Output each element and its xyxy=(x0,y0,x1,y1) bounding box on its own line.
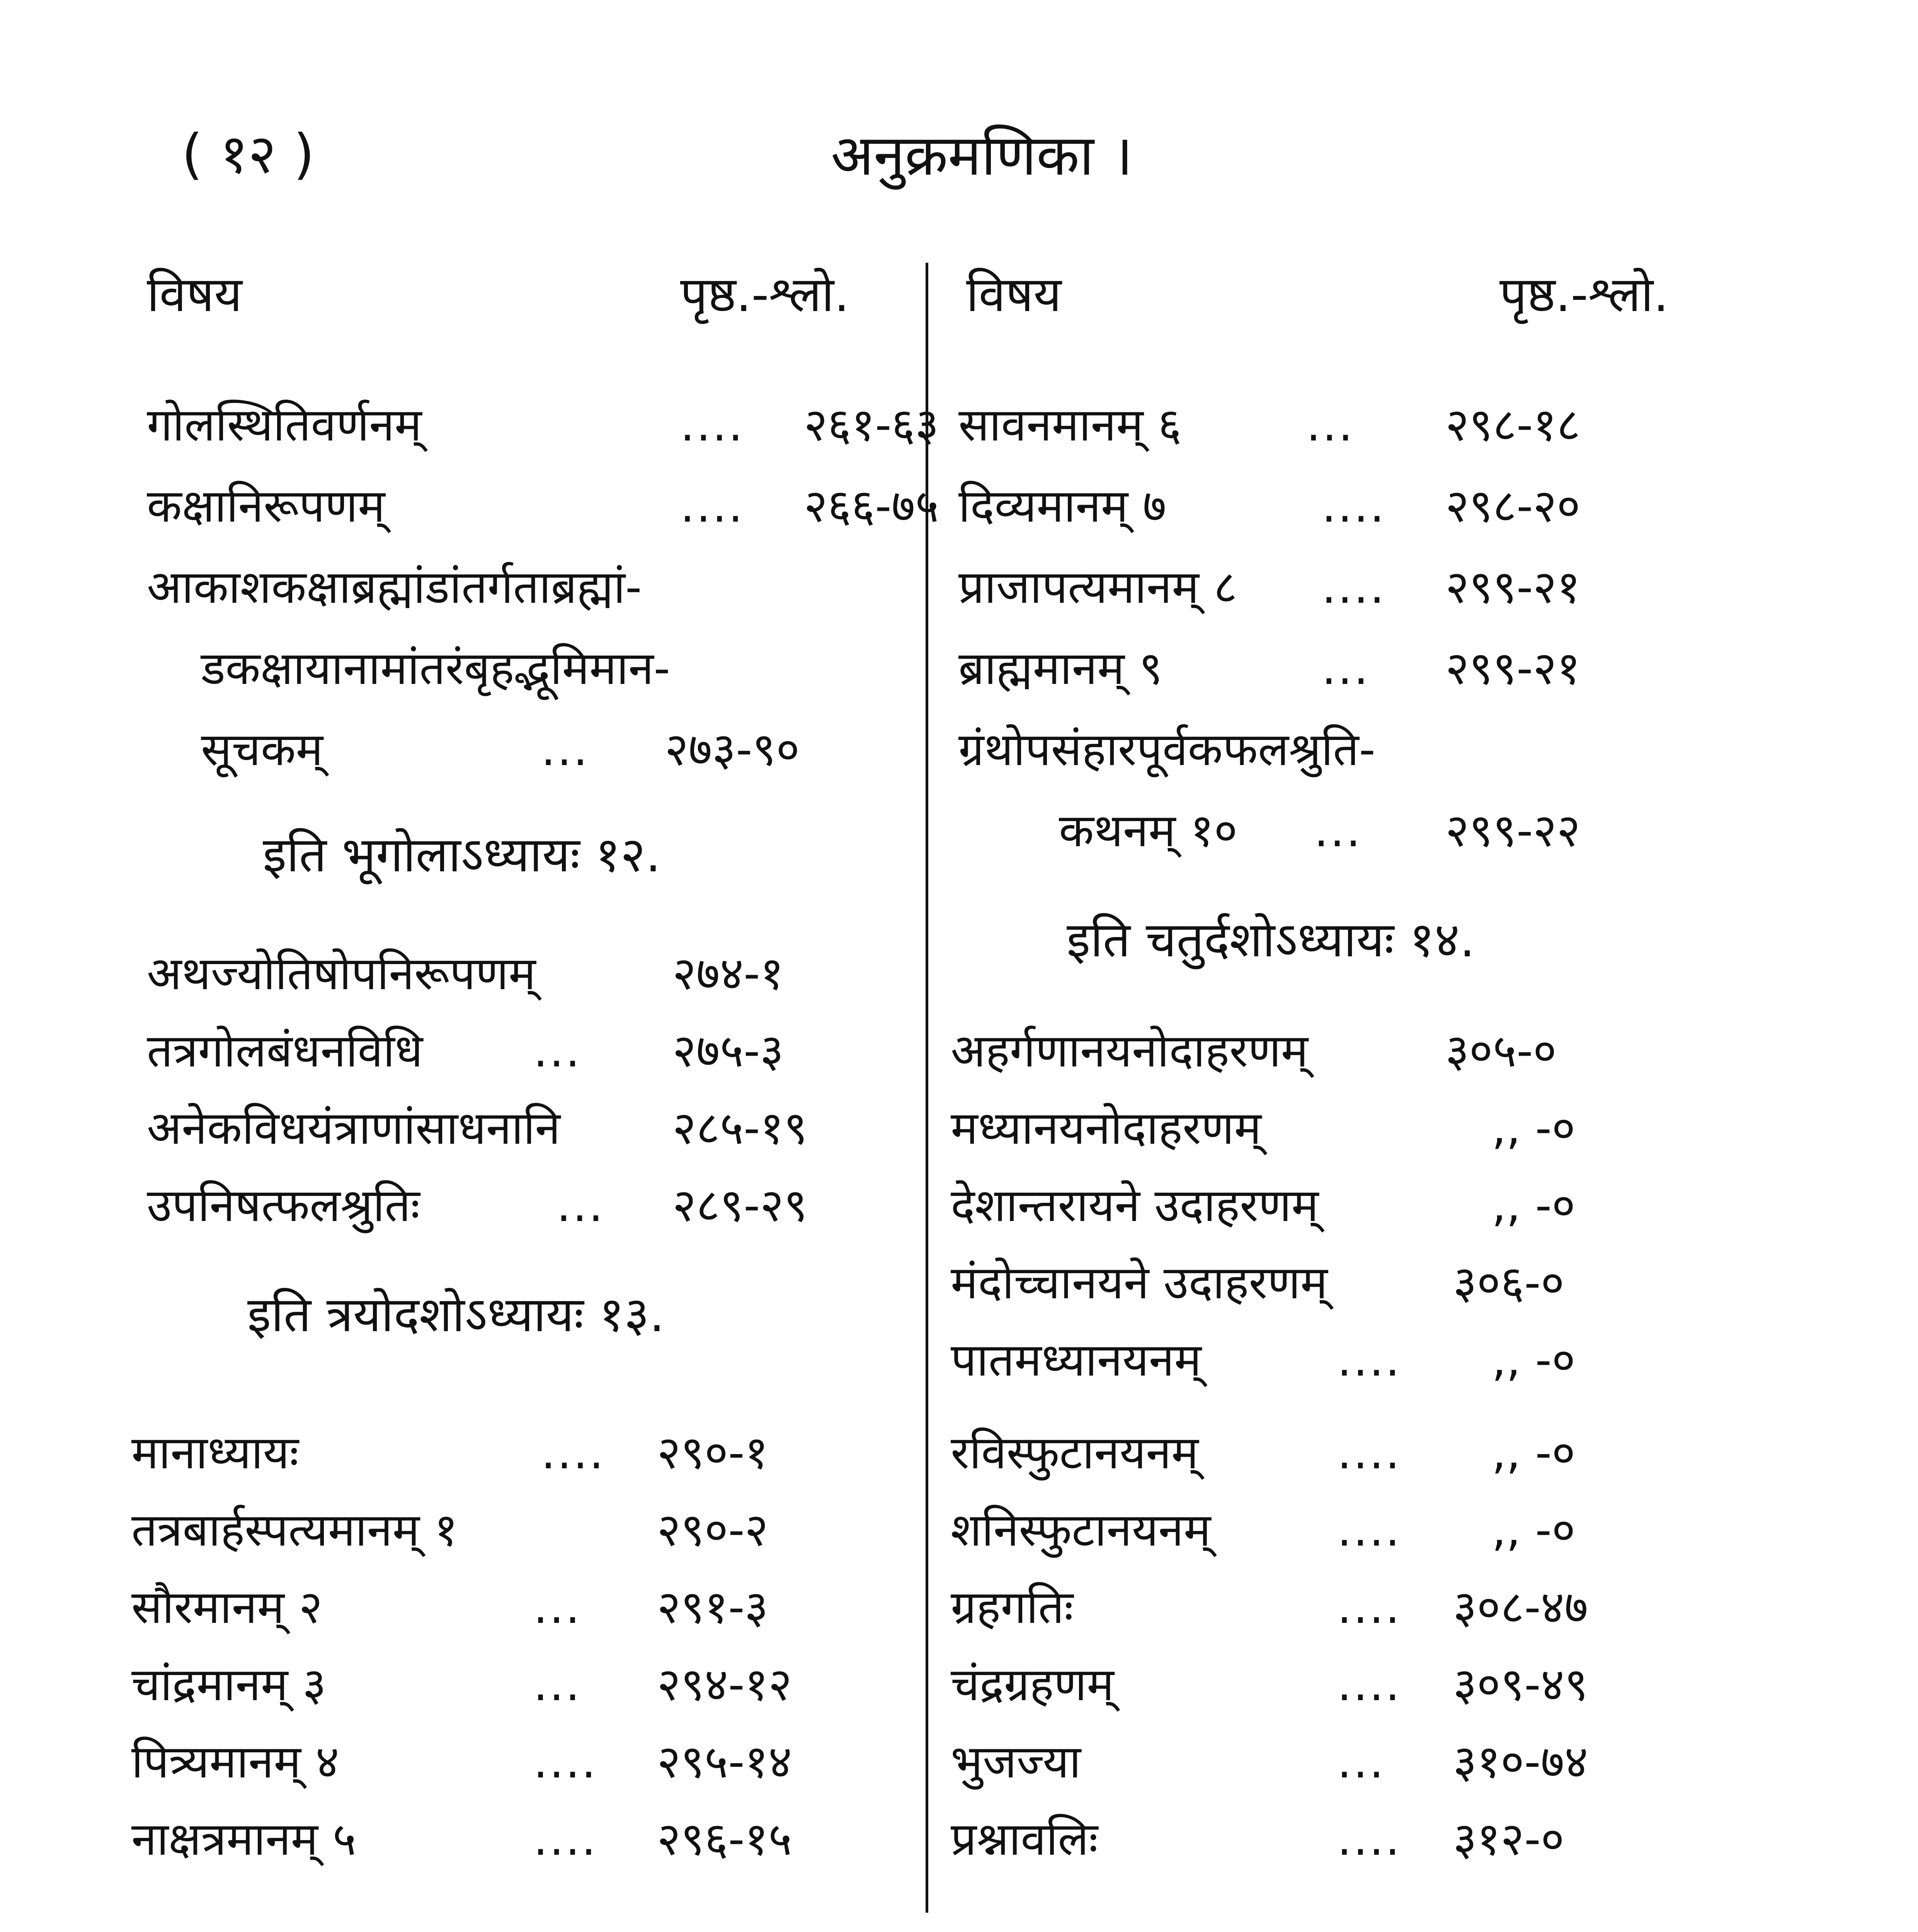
entry-topic: मानाध्यायः xyxy=(131,1426,299,1479)
entry-page-ref: ,, -० xyxy=(1492,1333,1576,1386)
entry-topic: नाक्षत्रमानम् ५ xyxy=(131,1812,356,1866)
entry-page-ref: ,, -० xyxy=(1492,1101,1576,1155)
entry-topic: ब्राह्ममानम् ९ xyxy=(958,641,1163,695)
entry-topic: भुजज्या xyxy=(951,1735,1081,1788)
entry-page-ref: २६१-६३ xyxy=(804,398,939,451)
entry-page-ref: २८९-२९ xyxy=(672,1179,808,1232)
entry-page-ref: २६६-७५ xyxy=(804,479,939,532)
entry-leader: .... xyxy=(541,1426,606,1479)
entry-topic: तत्रबार्हस्पत्यमानम् १ xyxy=(131,1503,458,1556)
entry-topic: दिव्यमानम् ७ xyxy=(958,479,1167,532)
entry-page-ref: २९६-१५ xyxy=(657,1812,792,1866)
entry-page-ref: ,, -० xyxy=(1492,1503,1576,1556)
entry-page-ref: २९९-२१ xyxy=(1445,560,1581,614)
entry-topic: ग्रहगतिः xyxy=(951,1580,1074,1634)
entry-leader: ... xyxy=(1322,641,1370,695)
page-title: अनुक्रमणिका । xyxy=(831,123,1133,188)
entry-page-ref: ,, -० xyxy=(1492,1179,1576,1232)
entry-leader: ... xyxy=(541,723,589,776)
entry-leader: .... xyxy=(1337,1812,1402,1866)
entry-topic: सौरमानम् २ xyxy=(131,1580,323,1634)
right-subject-header: विषय xyxy=(966,267,1062,323)
entry-page-ref: ३१०-७४ xyxy=(1453,1735,1588,1788)
entry-leader: ... xyxy=(533,1658,582,1711)
entry-topic: उपनिषत्फलश्रुतिः xyxy=(147,1179,420,1232)
entry-page-ref: ३०६-० xyxy=(1453,1256,1565,1309)
entry-page-ref: २९८-२० xyxy=(1445,479,1581,532)
entry-page-ref: २९८-१८ xyxy=(1445,398,1581,451)
entry-topic: प्राजापत्यमानम् ८ xyxy=(958,560,1237,614)
right-ref-header: पृष्ठ.-श्लो. xyxy=(1499,267,1669,323)
entry-page-ref: २९९-२२ xyxy=(1445,804,1581,857)
entry-page-ref: २९०-१ xyxy=(657,1426,769,1479)
entry-page-ref: २९९-२१ xyxy=(1445,641,1581,695)
entry-leader: ... xyxy=(1337,1735,1385,1788)
entry-page-ref: ३०५-० xyxy=(1445,1024,1557,1077)
entry-topic: ग्रंथोपसंहारपूर्वकफलश्रुति- xyxy=(958,723,1375,776)
left-ref-header: पृष्ठ.-श्लो. xyxy=(680,267,849,323)
chapter-end-heading: इति चतुर्दशोऽध्यायः १४. xyxy=(1067,912,1475,968)
entry-leader: ... xyxy=(533,1580,582,1634)
entry-leader: .... xyxy=(1337,1426,1402,1479)
entry-topic: चंद्रग्रहणम् xyxy=(951,1658,1114,1711)
entry-leader: .... xyxy=(1337,1658,1402,1711)
entry-page-ref: २८५-१९ xyxy=(672,1101,808,1155)
entry-page-ref: २९१-३ xyxy=(657,1580,769,1634)
entry-page-ref: २७४-१ xyxy=(672,947,784,1000)
entry-leader: .... xyxy=(1337,1333,1402,1386)
entry-leader: ... xyxy=(557,1179,605,1232)
entry-topic: रविस्फुटानयनम् xyxy=(951,1426,1199,1479)
entry-leader: .... xyxy=(1337,1503,1402,1556)
entry-topic: शनिस्फुटानयनम् xyxy=(951,1503,1211,1556)
entry-topic: गोलस्थितिवर्णनम् xyxy=(147,398,422,451)
entry-page-ref: २७३-९० xyxy=(665,723,800,776)
entry-topic: पित्र्यमानम् ४ xyxy=(131,1735,339,1788)
entry-topic: देशान्तरायने उदाहरणम् xyxy=(951,1179,1319,1232)
entry-leader: .... xyxy=(1337,1580,1402,1634)
entry-leader: ... xyxy=(533,1024,582,1077)
entry-topic: कथनम् १० xyxy=(1059,804,1238,857)
entry-topic: सावनमानम् ६ xyxy=(958,398,1182,451)
entry-page-ref: २७५-३ xyxy=(672,1024,784,1077)
entry-topic: अनेकविधयंत्राणांसाधनानि xyxy=(147,1101,561,1155)
entry-leader: .... xyxy=(1322,560,1386,614)
entry-page-ref: २९५-१४ xyxy=(657,1735,792,1788)
entry-topic: तत्रगोलबंधनविधि xyxy=(147,1024,423,1077)
entry-topic: डकक्षायानामांतरंबृहद्भूमिमान- xyxy=(201,641,671,695)
entry-page-ref: ३०९-४९ xyxy=(1453,1658,1588,1711)
entry-page-ref: ३०८-४७ xyxy=(1453,1580,1588,1634)
entry-page-ref: ३१२-० xyxy=(1453,1812,1565,1866)
entry-topic: पातमध्यानयनम् xyxy=(951,1333,1202,1386)
entry-page-ref: २९४-१२ xyxy=(657,1658,792,1711)
entry-page-ref: २९०-२ xyxy=(657,1503,769,1556)
entry-leader: ... xyxy=(1306,398,1355,451)
page-number: ( १२ ) xyxy=(182,123,315,186)
entry-leader: .... xyxy=(533,1812,598,1866)
left-subject-header: विषय xyxy=(147,267,242,323)
entry-leader: ... xyxy=(1314,804,1362,857)
entry-page-ref: ,, -० xyxy=(1492,1426,1576,1479)
entry-topic: सूचकम् xyxy=(201,723,323,776)
entry-topic: मध्यानयनोदाहरणम् xyxy=(951,1101,1261,1155)
entry-topic: अथज्योतिषोपनिरूपणम् xyxy=(147,947,536,1000)
entry-topic: मंदोच्चानयने उदाहरणम् xyxy=(951,1256,1328,1309)
entry-leader: .... xyxy=(680,398,745,451)
entry-topic: कक्षानिरूपणम् xyxy=(147,479,385,532)
entry-topic: अहर्गणानयनोदाहरणम् xyxy=(951,1024,1309,1077)
entry-topic: आकाशकक्षाब्रह्मांडांतर्गताब्रह्मां- xyxy=(147,560,642,614)
entry-leader: .... xyxy=(1322,479,1386,532)
chapter-end-heading: इति त्रयोदशोऽध्यायः १३. xyxy=(247,1287,665,1343)
entry-topic: प्रश्नावलिः xyxy=(951,1812,1098,1866)
entry-leader: .... xyxy=(680,479,745,532)
entry-leader: .... xyxy=(533,1735,598,1788)
entry-topic: चांद्रमानम् ३ xyxy=(131,1658,327,1711)
chapter-end-heading: इति भूगोलाऽध्यायः १२. xyxy=(263,827,661,883)
